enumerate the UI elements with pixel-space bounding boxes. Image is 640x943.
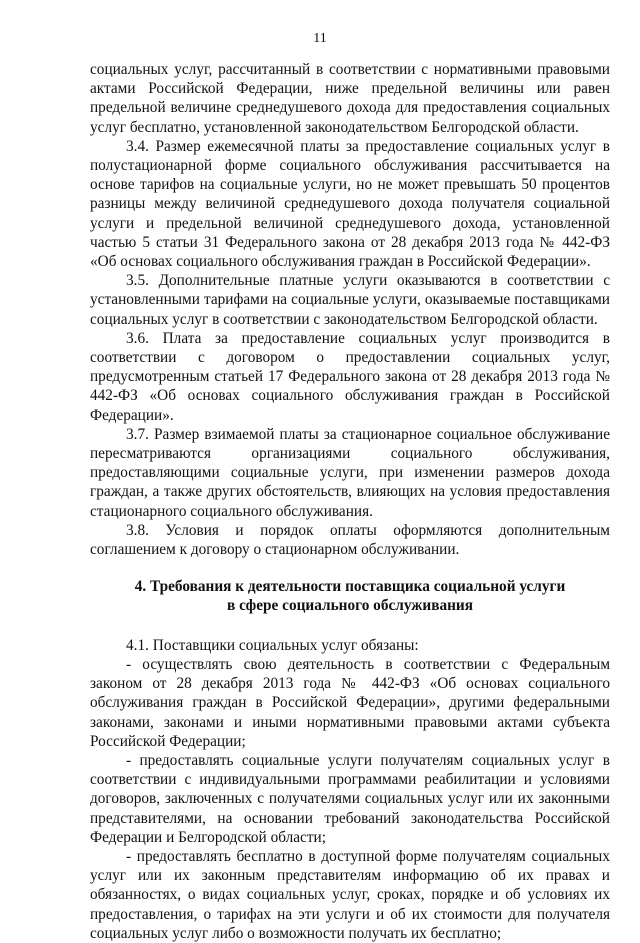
paragraph-3-5: 3.5. Дополнительные платные услуги оказываются в соответствии с установленными тарифами на социальные услуги, оказываемые поставщиками социальных услуг в соответствии с законодательством Белгородской области.	[90, 272, 610, 328]
section-heading-line-1: 4. Требования к деятельности поставщика социальной услуги	[134, 578, 566, 596]
section-heading	[90, 577, 610, 615]
paragraph-3-8: 3.8. Условия и порядок оплаты оформляются дополнительным соглашением к договору о стационарном обслуживании.	[90, 521, 610, 559]
document-body	[90, 60, 610, 943]
list-item-obligation-3: - предоставлять бесплатно в доступной форме получателям социальных услуг или их законным представителям информацию об их правах и обязанностях, о видах социальных услуг, сроках, порядке и об условиях их предоставления, о тарифах на эти услуги и об их стоимости для получателя социальных услуг либо о возможности получать их бесплатно;	[90, 847, 610, 942]
paragraph-3-7: 3.7. Размер взимаемой платы за стационарное социальное обслуживание пересматриваются организациями социального обслуживания, предоставляющими социальные услуги, при изменении размеров дохода граждан, а также других обстоятельств, влияющих на условия предоставления стационарного социального обслуживания.	[90, 425, 610, 520]
list-item-obligation-2: - предоставлять социальные услуги получателям социальных услуг в соответствии с индивидуальными программами реабилитации и условиями договоров, заключенных с получателями социальных услуг или их законными представителями, на основании требований законодательства Российской Федерации и Белгородской области;	[90, 751, 610, 846]
paragraph-3-6: 3.6. Плата за предоставление социальных услуг производится в соответствии с договором о предоставлении социальных услуг, предусмотренным статьей 17 Федерального закона от 28 декабря 2013 года № 442-ФЗ «Об основах социального обслуживания граждан в Российской Федерации».	[90, 329, 610, 424]
paragraph-3-4: 3.4. Размер ежемесячной платы за предоставление социальных услуг в полустационарной форме социального обслуживания рассчитывается на основе тарифов на социальные услуги, но не может превышать 50 процентов разницы между величиной среднедушевого дохода получателя социальной услуги и предельной величиной среднедушевого дохода, установленной частью 5 статьи 31 Федерального закона от 28 декабря 2013 года № 442-ФЗ «Об основах социального обслуживания граждан в Российской Федерации».	[90, 137, 610, 271]
section-heading-line-2: в сфере социального обслуживания	[226, 597, 474, 615]
paragraph-4-1: 4.1. Поставщики социальных услуг обязаны:	[126, 636, 419, 654]
paragraph-continuation: социальных услуг, рассчитанный в соответствии с нормативными правовыми актами Российской Федерации, ниже предельной величины или равен предельной величине среднедушевого дохода для предоставления социальных услуг бесплатно, установленной законодательством Белгородской области.	[90, 61, 610, 136]
page-number: 11	[313, 31, 327, 46]
list-item-obligation-1: - осуществлять свою деятельность в соответствии с Федеральным законом от 28 декабря 2013 года № 442-ФЗ «Об основах социального обслуживания граждан в Российской Федерации», другими федеральными законами, законами и иными нормативными правовыми актами субъекта Российской Федерации;	[90, 655, 610, 750]
